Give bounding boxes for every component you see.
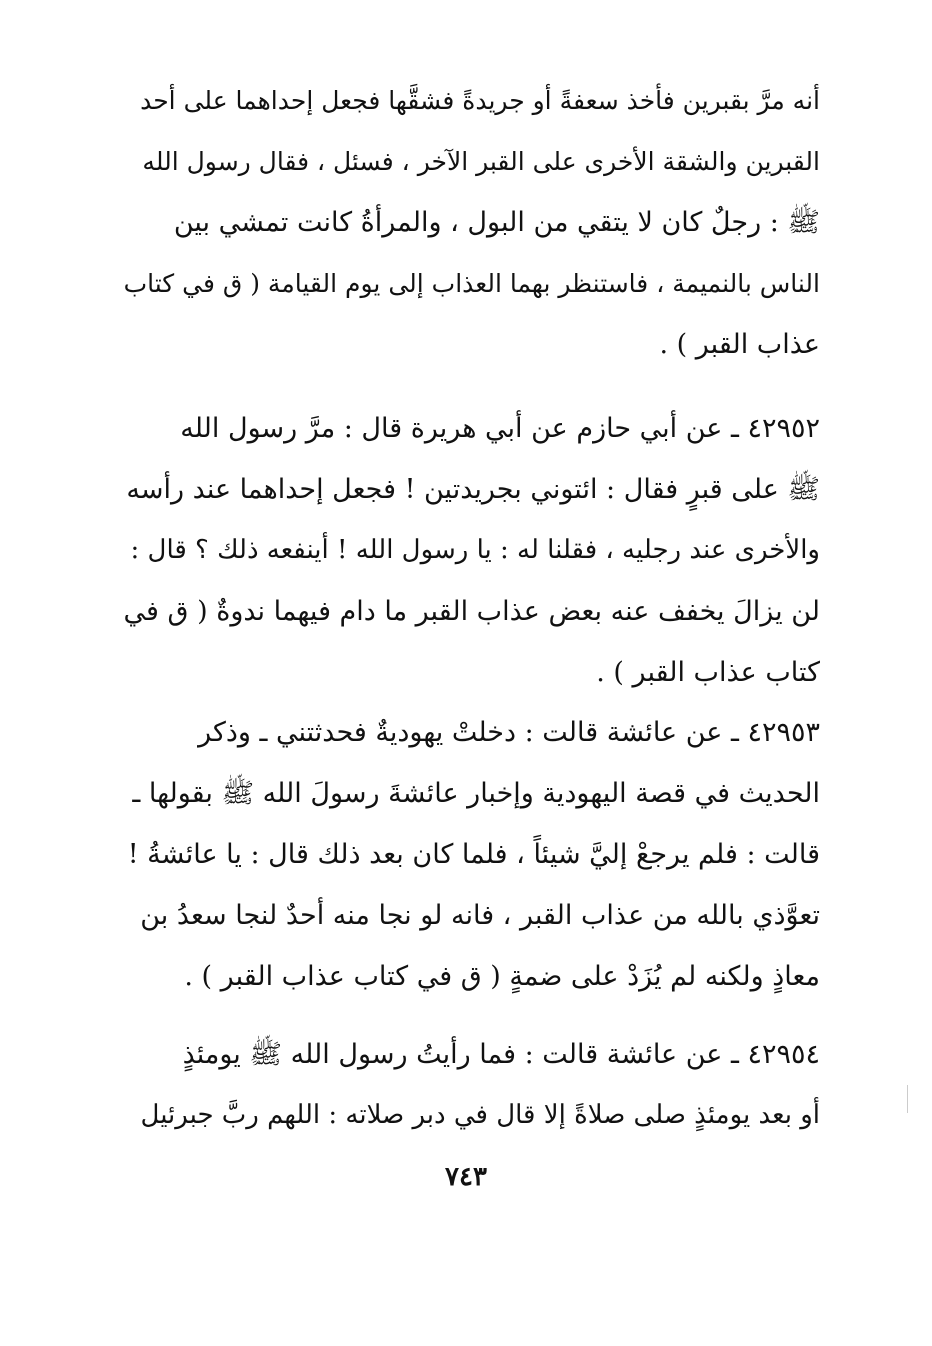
text-line: ﷺ : رجلٌ كان لا يتقي من البول ، والمرأةُ كانت تمشي بين xyxy=(173,207,820,238)
text-line: معاذٍ ولكنه لم يُزَدْ على ضمةٍ ( ق في كتاب عذاب القبر ) . xyxy=(184,961,820,992)
margin-mark xyxy=(907,1085,908,1113)
text-line: الحديث في قصة اليهودية وإخبار عائشةَ رسولَ الله ﷺ بقولها ـ xyxy=(132,778,820,809)
text-line: أنه مرَّ بقبرين فأخذ سعفةً أو جريدةً فشقَّها فجعل إحداهما على أحد xyxy=(140,86,820,115)
paragraph-continuation xyxy=(120,70,820,375)
text-line: القبرين والشقة الأخرى على القبر الآخر ، فسئل ، فقال رسول الله xyxy=(142,147,820,176)
text-line: قالت : فلم يرجعْ إليَّ شيئاً ، فلما كان بعد ذلك قال : يا عائشةُ ! xyxy=(127,839,820,870)
hadith-42953 xyxy=(120,702,820,1007)
text-line: كتاب عذاب القبر ) . xyxy=(596,657,820,688)
text-line: ٤٢٩٥٢ ـ عن أبي حازم عن أبي هريرة قال : مرَّ رسول الله xyxy=(180,413,820,444)
text-line: عذاب القبر ) . xyxy=(659,329,820,360)
text-line: والأخرى عند رجليه ، فقلنا له : يا رسول الله ! أينفعه ذلك ؟ قال : xyxy=(130,535,820,565)
page-number: ٧٤٣ xyxy=(445,1162,487,1192)
text-line: ٤٢٩٥٤ ـ عن عائشة قالت : فما رأيتُ رسول الله ﷺ يومئذٍ xyxy=(182,1039,820,1070)
hadith-42952 xyxy=(120,398,820,703)
hadith-42954 xyxy=(120,1024,820,1146)
text-line: ٤٢٩٥٣ ـ عن عائشة قالت : دخلتْ يهوديةٌ فحدثتني ـ وذكر xyxy=(198,717,820,748)
text-line: ﷺ على قبرٍ فقال : ائتوني بجريدتين ! فجعل إحداهما عند رأسه xyxy=(126,474,820,505)
text-line: الناس بالنميمة ، فاستنظر بهما العذاب إلى يوم القيامة ( ق في كتاب xyxy=(123,269,820,298)
text-line: أو بعد يومئذٍ صلى صلاةً إلا قال في دبر صلاته : اللهم ربَّ جبرئيل xyxy=(140,1100,820,1130)
text-line: لن يزالَ يخفف عنه بعض عذاب القبر ما دام فيهما ندوةٌ ( ق في xyxy=(123,596,820,627)
text-line: تعوَّذي بالله من عذاب القبر ، فانه لو نجا منه أحدٌ لنجا سعدُ بن xyxy=(140,900,820,931)
